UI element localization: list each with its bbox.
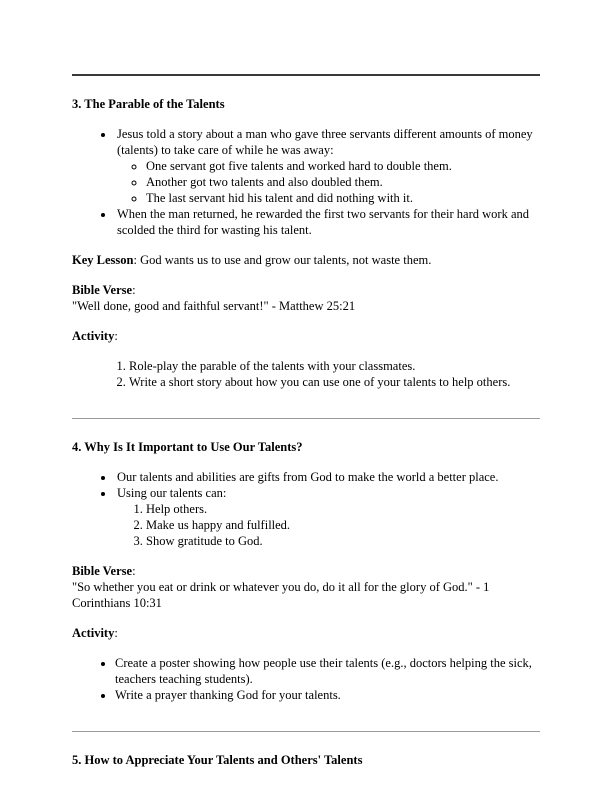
activity-label: Activity — [72, 626, 115, 640]
activity-item: • Create a poster showing how people use their talents (e.g., doctors helping the sick, teachers teaching students). — [115, 655, 540, 687]
section-5-appreciate-talents — [72, 752, 540, 768]
bullet-item — [115, 469, 540, 485]
activity-colon: : — [114, 329, 118, 343]
activity-colon: : — [114, 626, 118, 640]
section-divider — [72, 418, 540, 419]
section-4-bullet-list — [72, 469, 540, 549]
sub-bullet-item: ◦ Another got two talents and also doubled them. — [146, 174, 540, 190]
section-4-heading: 4. Why Is It Important to Use Our Talents? — [72, 440, 303, 454]
numbered-item: 3. Show gratitude to God. — [146, 533, 540, 549]
bible-verse-colon: : — [132, 564, 136, 578]
sub-bullet-item: ◦ One servant got five talents and worked hard to double them. — [146, 158, 540, 174]
bible-verse-colon: : — [132, 283, 136, 297]
bible-verse-text: "So whether you eat or drink or whatever you do, do it all for the glory of God." - 1 Corinthians 10:31 — [72, 580, 490, 610]
numbered-item: 1. Help others. — [146, 501, 540, 517]
bible-verse-heading — [72, 563, 540, 579]
key-lesson-label: Key Lesson — [72, 253, 134, 267]
numbered-item: 2. Make us happy and fulfilled. — [146, 517, 540, 533]
section-4-importance-of-talents — [72, 439, 540, 703]
sub-bullet-item: ◦ The last servant hid his talent and did nothing with it. — [146, 190, 540, 206]
nested-numbered-list — [117, 501, 540, 549]
bullet-text: Jesus told a story about a man who gave three servants different amounts of money (talents) to take care of while he was away: — [117, 127, 533, 157]
activity-label: Activity — [72, 329, 115, 343]
bible-verse-heading — [72, 282, 540, 298]
key-lesson-text: : God wants us to use and grow our talents, not waste them. — [133, 253, 432, 267]
activity-heading — [72, 625, 540, 641]
section-divider — [72, 731, 540, 732]
bullet-item — [115, 485, 540, 549]
sub-bullet-list — [117, 158, 540, 206]
key-lesson-paragraph — [72, 252, 540, 268]
top-divider — [72, 74, 540, 76]
bullet-text: Our talents and abilities are gifts from God to make the world a better place. — [117, 470, 499, 484]
activity-numbered-list — [72, 358, 540, 390]
section-5-heading: 5. How to Appreciate Your Talents and Others' Talents — [72, 753, 363, 767]
activity-heading — [72, 328, 540, 344]
activity-item: 2. Write a short story about how you can use one of your talents to help others. — [129, 374, 540, 390]
activity-item: 1. Role-play the parable of the talents with your classmates. — [129, 358, 540, 374]
section-3-bullet-list — [72, 126, 540, 238]
activity-item: • Write a prayer thanking God for your talents. — [115, 687, 540, 703]
bible-verse-label: Bible Verse — [72, 283, 133, 297]
bullet-text: Using our talents can: — [117, 486, 227, 500]
activity-bullet-list — [72, 655, 540, 703]
bullet-item — [115, 126, 540, 206]
section-3-heading: 3. The Parable of the Talents — [72, 97, 225, 111]
bible-verse-text: "Well done, good and faithful servant!" - Matthew 25:21 — [72, 299, 356, 313]
section-3-parable-of-talents — [72, 96, 540, 390]
bullet-item: • When the man returned, he rewarded the first two servants for their hard work and scolded the third for wasting his talent. — [115, 206, 540, 238]
bible-verse-label: Bible Verse — [72, 564, 133, 578]
